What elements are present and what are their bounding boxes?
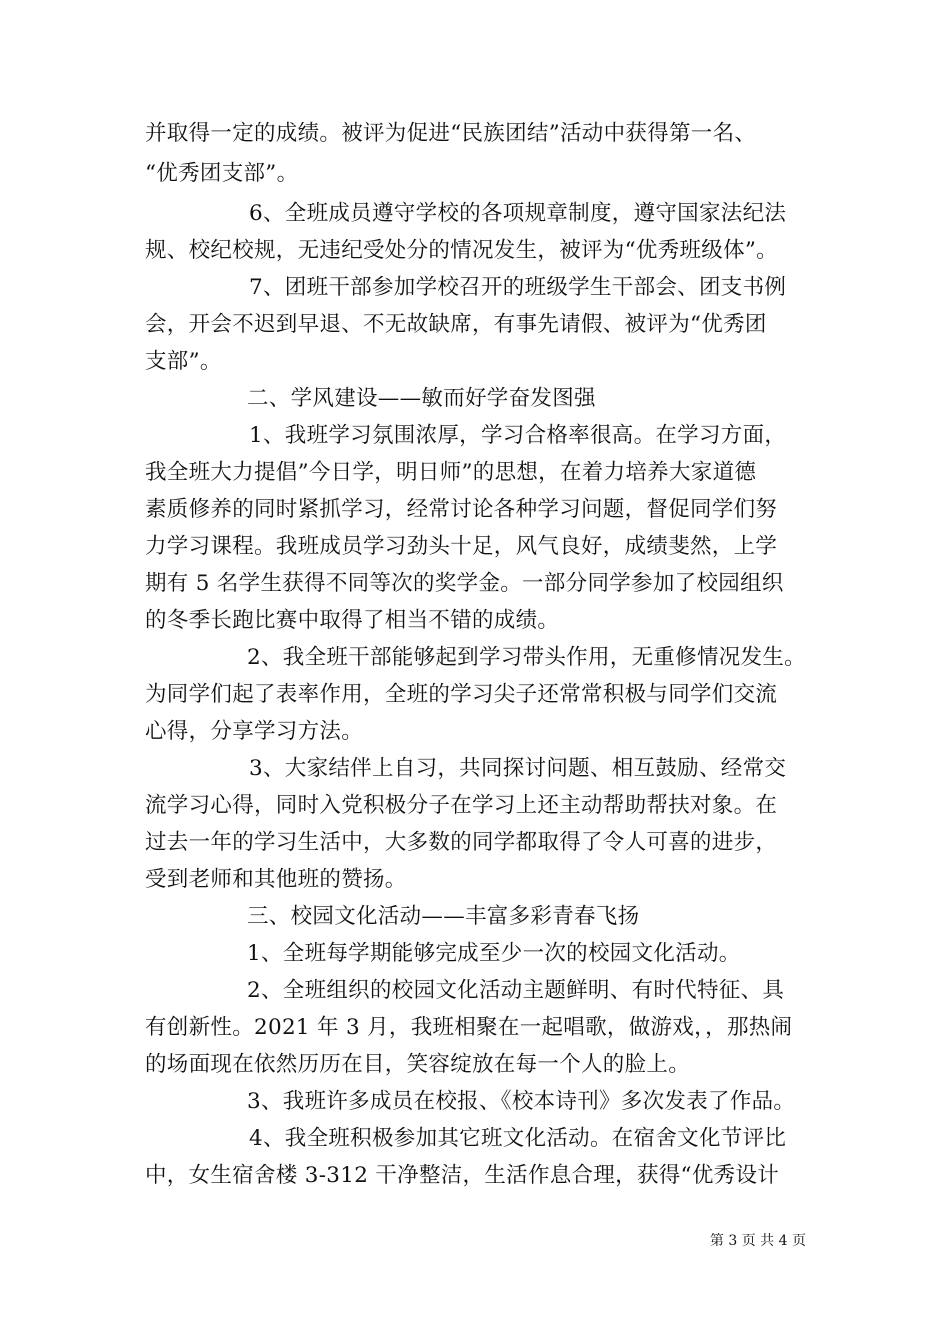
paragraph-line: 6、全班成员遵守学校的各项规章制度，遵守国家法纪法 — [249, 201, 787, 226]
paragraph-line: 期有 5 名学生获得不同等次的奖学金。一部分同学参加了校园组织 — [145, 571, 784, 596]
paragraph-line: 中，女生宿舍楼 3-312 干净整洁，生活作息合理，获得“优秀设计 — [145, 1163, 780, 1188]
paragraph-line: 2、全班组织的校园文化活动主题鲜明、有时代特征、具 — [247, 978, 785, 1003]
paragraph-line: 规、校纪校规，无违纪受处分的情况发生，被评为“优秀班级体”。 — [145, 238, 778, 263]
section-heading: 三、校园文化活动——丰富多彩青春飞扬 — [247, 904, 640, 929]
paragraph-line: 4、我全班积极参加其它班文化活动。在宿舍文化节评比 — [249, 1126, 787, 1151]
paragraph-line: 心得，分享学习方法。 — [145, 719, 364, 744]
paragraph-line: 的场面现在依然历历在目，笑容绽放在每一个人的脸上。 — [145, 1052, 691, 1077]
paragraph-line: 7、团班干部参加学校召开的班级学生干部会、团支书例 — [249, 275, 787, 300]
paragraph-line: 力学习课程。我班成员学习劲头十足，风气良好，成绩斐然，上学 — [145, 534, 778, 559]
section-heading: 二、学风建设——敏而好学奋发图强 — [247, 386, 596, 411]
paragraph-line: 受到老师和其他班的赞扬。 — [145, 867, 407, 892]
paragraph-line: 3、大家结伴上自习，共同探讨问题、相互鼓励、经常交 — [249, 756, 787, 781]
page-number: 第 3 页 共 4 页 — [709, 1233, 806, 1249]
paragraph-line: 为同学们起了表率作用，全班的学习尖子还常常积极与同学们交流 — [145, 682, 778, 707]
paragraph-line: 2、我全班干部能够起到学习带头作用，无重修情况发生。 — [247, 645, 806, 670]
paragraph-line: 我全班大力提倡”今日学，明日师”的思想，在着力培养大家道德 — [145, 460, 757, 485]
paragraph-line: 的冬季长跑比赛中取得了相当不错的成绩。 — [145, 608, 560, 633]
paragraph-line: 有创新性。2021 年 3 月，我班相聚在一起唱歌，做游戏，，那热闹 — [145, 1015, 793, 1040]
paragraph-line: 过去一年的学习生活中，大多数的同学都取得了令人可喜的进步， — [145, 830, 778, 855]
paragraph-line: 3、我班许多成员在校报、《校本诗刊》多次发表了作品。 — [247, 1089, 796, 1114]
paragraph-line: 1、全班每学期能够完成至少一次的校园文化活动。 — [247, 941, 741, 966]
paragraph-line: 流学习心得，同时入党积极分子在学习上还主动帮助帮扶对象。在 — [145, 793, 778, 818]
paragraph-line: “优秀团支部”。 — [145, 161, 299, 186]
paragraph-line: 支部”。 — [145, 349, 222, 374]
paragraph-line: 并取得一定的成绩。被评为促进“民族团结”活动中获得第一名、 — [145, 121, 757, 146]
paragraph-line: 会，开会不迟到早退、不无故缺席，有事先请假、被评为“优秀团 — [145, 312, 767, 337]
paragraph-line: 1、我班学习氛围浓厚，学习合格率很高。在学习方面， — [249, 423, 787, 448]
paragraph-line: 素质修养的同时紧抓学习，经常讨论各种学习问题，督促同学们努 — [145, 497, 778, 522]
